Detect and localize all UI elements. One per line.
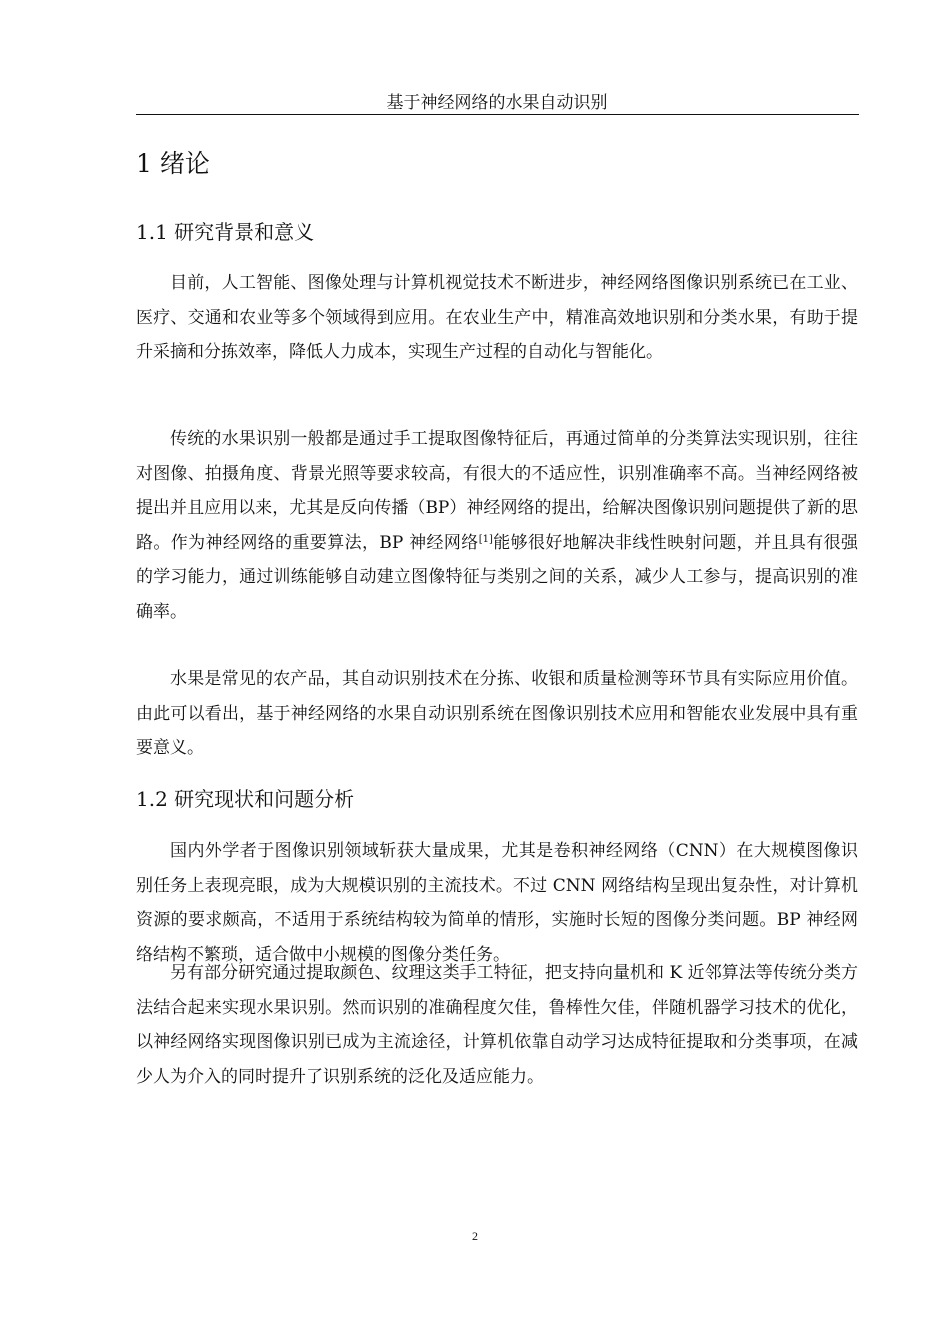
- page-number: 2: [472, 1229, 478, 1243]
- paragraph: 另有部分研究通过提取颜色、纹理这类手工特征，把支持向量机和 K 近邻算法等传统分类方法结合起来实现水果识别。然而识别的准确程度欠佳，鲁棒性欠佳，伴随机器学习技术的优化，以神经网络实现图像识别已成为主流途径，计算机依靠自动学习达成特征提取和分类事项，在减少人为介入的同时提升了识别系统的泛化及适应能力。: [136, 963, 858, 1087]
- citation-ref: [1]: [478, 533, 493, 545]
- running-header: 基于神经网络的水果自动识别: [386, 93, 608, 113]
- header-rule: [136, 114, 859, 115]
- paragraph: 目前，人工智能、图像处理与计算机视觉技术不断进步，神经网络图像识别系统已在工业、医疗、交通和农业等多个领域得到应用。在农业生产中，精准高效地识别和分类水果，有助于提升采摘和分拣效率，降低人力成本，实现生产过程的自动化与智能化。: [136, 273, 858, 362]
- paragraph-text: 传统的水果识别一般都是通过手工提取图像特征后，再通过简单的分类算法实现识别，往往对图像、拍摄角度、背景光照等要求较高，有很大的不适应性，识别准确率不高。当神经网络被提出并且应用以来，尤其是反向传播（BP）神经网络的提出，给解决图像识别问题提供了新的思路。作为神经网络的重要算法，BP 神经网络: [136, 429, 858, 553]
- paragraph: [136, 422, 858, 629]
- paragraph-text: 能够很好地解决非线性映射问题，并且具有很强的学习能力，通过训练能够自动建立图像特征与类别之间的关系，减少人工参与，提高识别的准确率。: [136, 532, 859, 622]
- paragraph: 国内外学者于图像识别领域斩获大量成果，尤其是卷积神经网络（CNN）在大规模图像识别任务上表现亮眼，成为大规模识别的主流技术。不过 CNN 网络结构呈现出复杂性，对计算机资源的要求颇高，不适用于系统结构较为简单的情形，实施时长短的图像分类问题。BP 神经网络结构不繁琐，适合做中小规模的图像分类任务。: [136, 841, 858, 965]
- section-heading-1-2: 1.2 研究现状和问题分析: [136, 787, 355, 811]
- paragraph: 水果是常见的农产品，其自动识别技术在分拣、收银和质量检测等环节具有实际应用价值。由此可以看出，基于神经网络的水果自动识别系统在图像识别技术应用和智能农业发展中具有重要意义。: [136, 669, 858, 758]
- section-heading-1-1: 1.1 研究背景和意义: [136, 220, 315, 244]
- chapter-title: 1 绪论: [136, 149, 210, 178]
